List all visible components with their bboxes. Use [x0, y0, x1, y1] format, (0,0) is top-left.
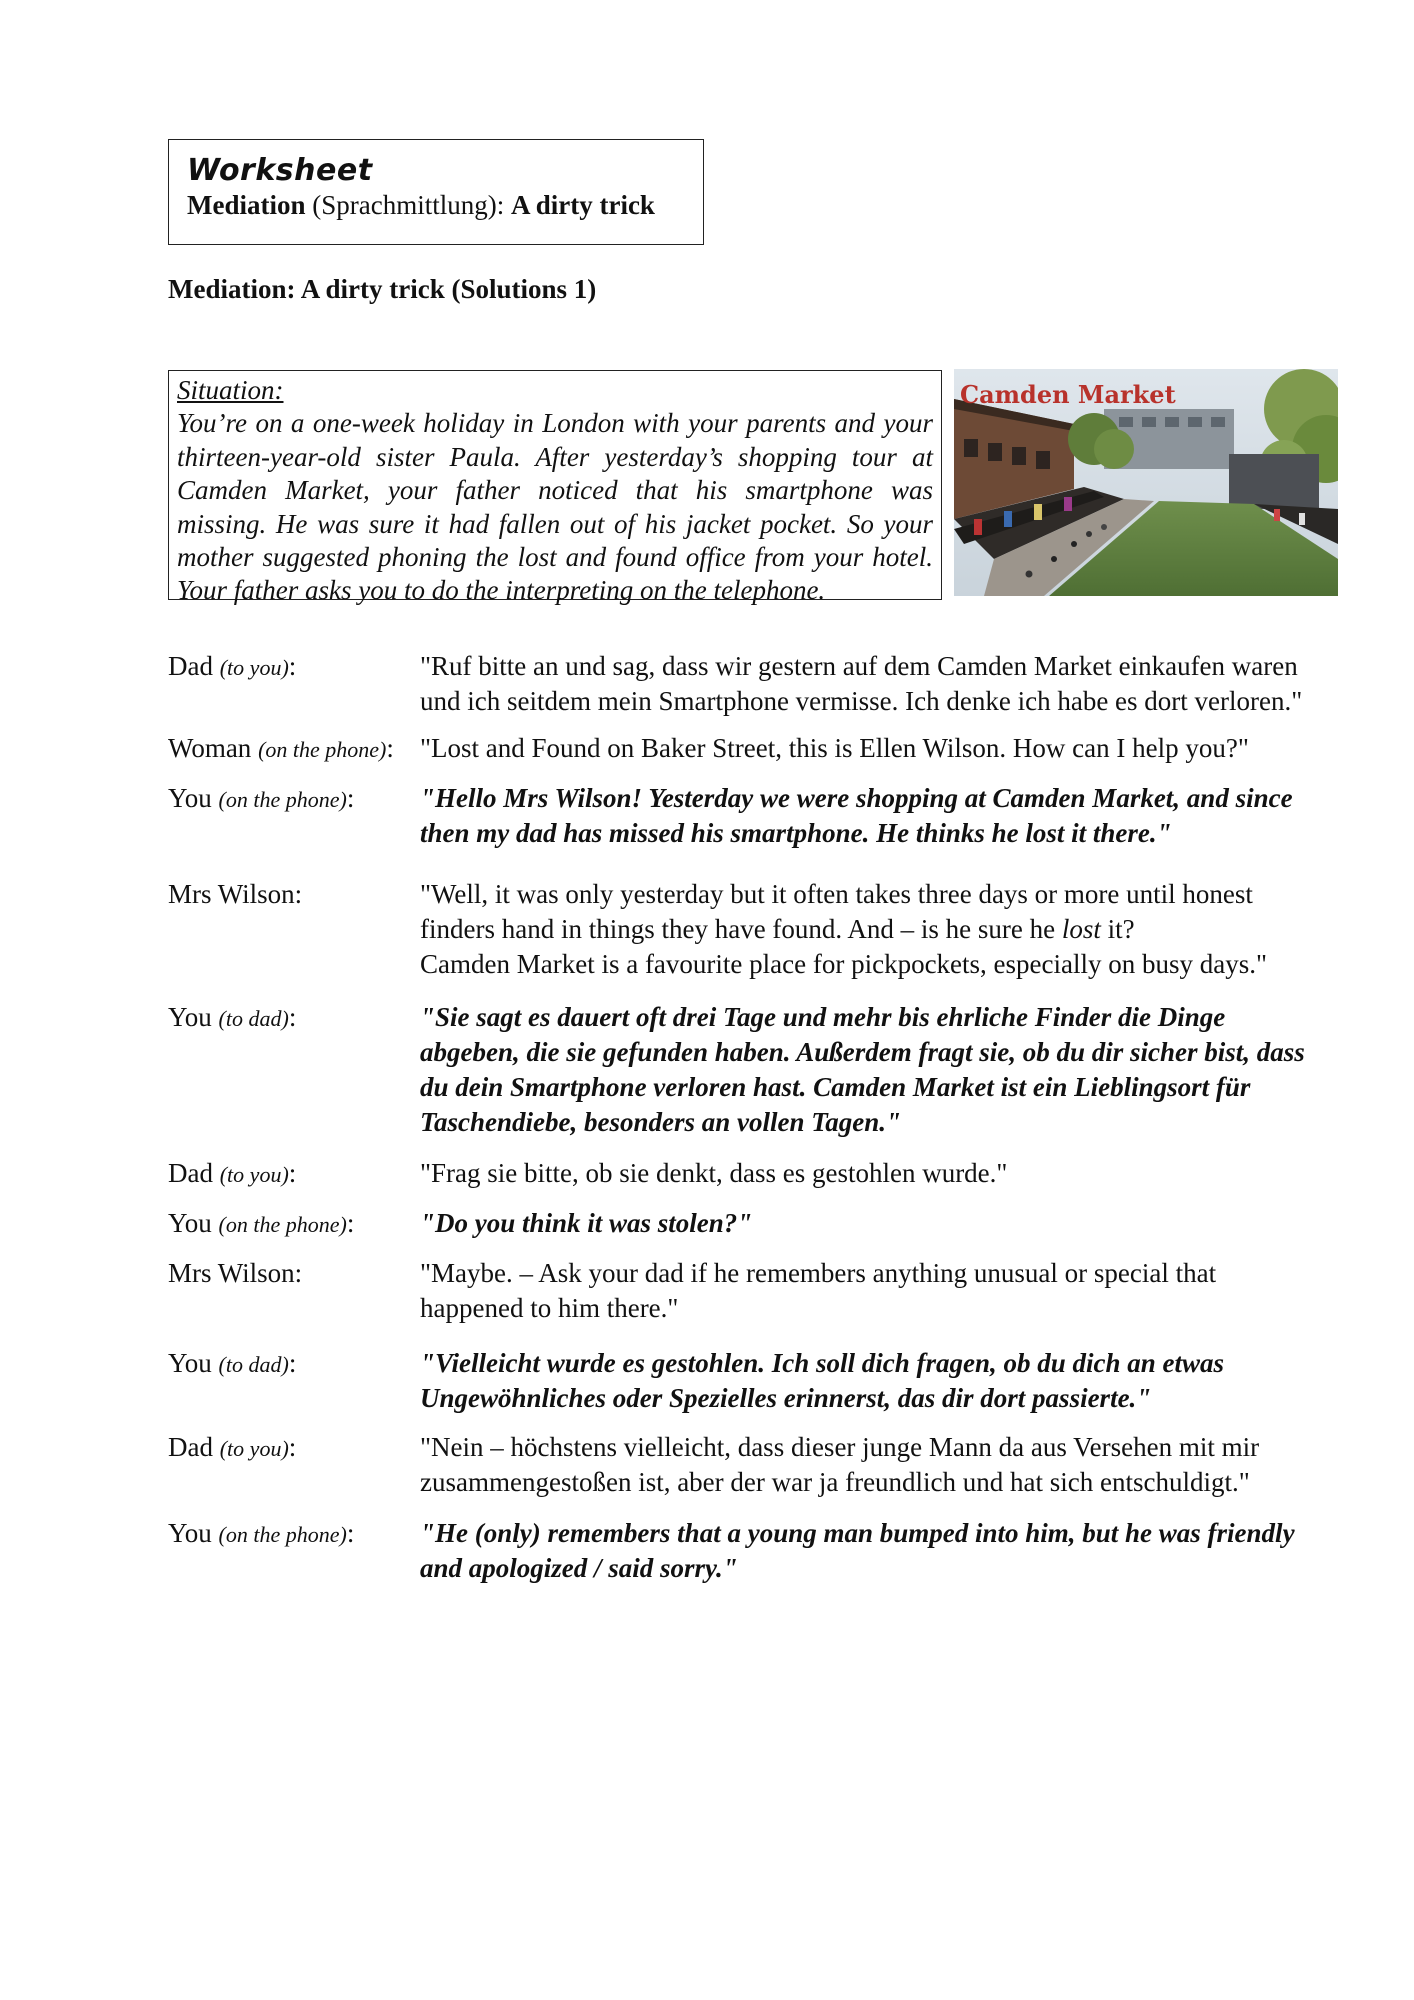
camden-sign-text: Camden Market	[960, 380, 1176, 409]
speaker-label	[168, 877, 420, 982]
stage-direction: (on the phone)	[258, 737, 387, 762]
speech-text	[420, 1430, 1320, 1500]
subtitle-bold-mediation: Mediation	[187, 190, 306, 220]
speaker-colon: :	[288, 1432, 297, 1462]
worksheet-header	[168, 139, 704, 245]
speaker-colon: :	[288, 1002, 297, 1032]
speaker-name: Dad	[168, 651, 220, 681]
speaker-name: You	[168, 1518, 219, 1548]
speech-segment: it?	[1100, 914, 1135, 944]
speaker-label	[168, 781, 420, 851]
stage-direction: (to dad)	[218, 1352, 289, 1377]
dialogue-row	[168, 1516, 1328, 1586]
speech-text	[420, 877, 1320, 982]
speaker-name: You	[168, 1002, 219, 1032]
speech-segment: "Well, it was only yesterday but it often takes three days or more until honest finders hand in things they have found. And – is he sure he	[420, 879, 1253, 944]
speech-segment: "Maybe. – Ask your dad if he remembers anything unusual or special that happened to him there."	[420, 1258, 1217, 1323]
situation-box	[168, 370, 942, 606]
speaker-name: You	[168, 1208, 219, 1238]
dialogue-row	[168, 877, 1328, 982]
dialogue-row	[168, 1156, 1328, 1192]
solutions-heading: Mediation: A dirty trick (Solutions 1)	[168, 274, 597, 304]
speaker-label	[168, 1430, 420, 1500]
subtitle-normal: (Sprachmittlung):	[305, 190, 511, 220]
dialogue	[168, 649, 1328, 1586]
speaker-colon: :	[386, 733, 394, 763]
dialogue-row	[168, 649, 1328, 719]
speech-segment: "Frag sie bitte, ob sie denkt, dass es gestohlen wurde."	[420, 1158, 1008, 1188]
speaker-colon: :	[346, 1208, 355, 1238]
mediated-answer	[420, 1346, 1320, 1416]
dialogue-row	[168, 1430, 1328, 1500]
dialogue-row	[168, 781, 1328, 851]
speech-segment: "Nein – höchstens vielleicht, dass dieser junge Mann da aus Versehen mit mir zusammengestoßen ist, aber der war ja freundlich und hat sich entschuldigt."	[420, 1432, 1260, 1497]
stage-direction: (on the phone)	[218, 1522, 347, 1547]
speaker-colon: :	[346, 1518, 355, 1548]
speech-segment: "Ruf bitte an und sag, dass wir gestern auf dem Camden Market einkaufen waren und ich seitdem mein Smartphone vermisse. Ich denke ich habe es dort verloren."	[420, 651, 1303, 716]
speech-text	[420, 649, 1320, 719]
worksheet-subtitle	[187, 188, 703, 222]
speaker-label	[168, 731, 420, 767]
speaker-colon: :	[288, 651, 297, 681]
dialogue-row	[168, 1256, 1328, 1326]
speaker-label	[168, 649, 420, 719]
speech-text	[420, 1156, 1320, 1192]
speaker-name: Dad	[168, 1158, 220, 1188]
speech-segment: "Vielleicht wurde es gestohlen. Ich soll dich fragen, ob du dich an etwas Ungewöhnliches oder Spezielles erinnerst, das dir dort passierte."	[420, 1348, 1225, 1413]
speaker-name: Woman	[168, 733, 259, 763]
speech-segment: "Lost and Found on Baker Street, this is Ellen Wilson. How can I help you?"	[420, 733, 1249, 763]
speaker-label	[168, 1156, 420, 1192]
subtitle-bold-title: A dirty trick	[510, 190, 655, 220]
stage-direction: (to you)	[219, 655, 289, 680]
speaker-colon: :	[288, 1348, 297, 1378]
speech-segment: "Hello Mrs Wilson! Yesterday we were shopping at Camden Market, and since then my dad has missed his smartphone. He thinks he lost it there."	[420, 783, 1293, 848]
dialogue-row	[168, 1346, 1328, 1416]
speech-segment: Camden Market is a favourite place for pickpockets, especially on busy days."	[420, 949, 1268, 979]
camden-market-photo	[954, 369, 1338, 596]
speaker-label	[168, 1516, 420, 1586]
speaker-label	[168, 1000, 420, 1140]
stage-direction: (on the phone)	[218, 787, 347, 812]
speech-text	[420, 731, 1320, 767]
speaker-label	[168, 1346, 420, 1416]
dialogue-row	[168, 1206, 1328, 1242]
emphasized-word: lost	[1061, 914, 1101, 944]
speaker-label	[168, 1256, 420, 1326]
speaker-colon: :	[288, 1158, 297, 1188]
speaker-name: Mrs Wilson:	[168, 1258, 303, 1288]
speaker-label	[168, 1206, 420, 1242]
speaker-name: You	[168, 783, 219, 813]
stage-direction: (on the phone)	[218, 1212, 347, 1237]
speech-text	[420, 1256, 1320, 1326]
speech-segment: "Do you think it was stolen?"	[420, 1208, 753, 1238]
mediated-answer	[420, 781, 1320, 851]
worksheet-title: Worksheet	[187, 153, 373, 188]
speech-segment: "He (only) remembers that a young man bumped into him, but he was friendly and apologized / said sorry."	[420, 1518, 1295, 1583]
dialogue-row	[168, 731, 1328, 767]
speaker-name: Dad	[168, 1432, 220, 1462]
situation-label: Situation:	[177, 375, 284, 405]
mediated-answer	[420, 1516, 1320, 1586]
mediated-answer	[420, 1000, 1320, 1140]
speaker-name: Mrs Wilson:	[168, 879, 303, 909]
stage-direction: (to dad)	[218, 1006, 289, 1031]
dialogue-row	[168, 1000, 1328, 1140]
mediated-answer	[420, 1206, 1320, 1242]
stage-direction: (to you)	[219, 1436, 289, 1461]
speech-segment: "Sie sagt es dauert oft drei Tage und mehr bis ehrliche Finder die Dinge abgeben, die sie gefunden haben. Außerdem fragt sie, ob du dir sicher bist, dass du dein Smartphone verloren hast. Camden Market ist ein Lieblingsort für Taschendiebe, besonders an vollen Tagen."	[420, 1002, 1305, 1137]
speaker-name: You	[168, 1348, 219, 1378]
stage-direction: (to you)	[219, 1162, 289, 1187]
speaker-colon: :	[346, 783, 355, 813]
situation-text: You’re on a one-week holiday in London with your parents and your thirteen-year-old sister Paula. After yesterday’s shopping tour at Camden Market, your father noticed that his smartphone was missing. He was sure it had fallen out of his jacket pocket. So your mother suggested phoning the lost and found office from your hotel. Your father asks you to do the interpreting on the telephone.	[177, 408, 933, 606]
